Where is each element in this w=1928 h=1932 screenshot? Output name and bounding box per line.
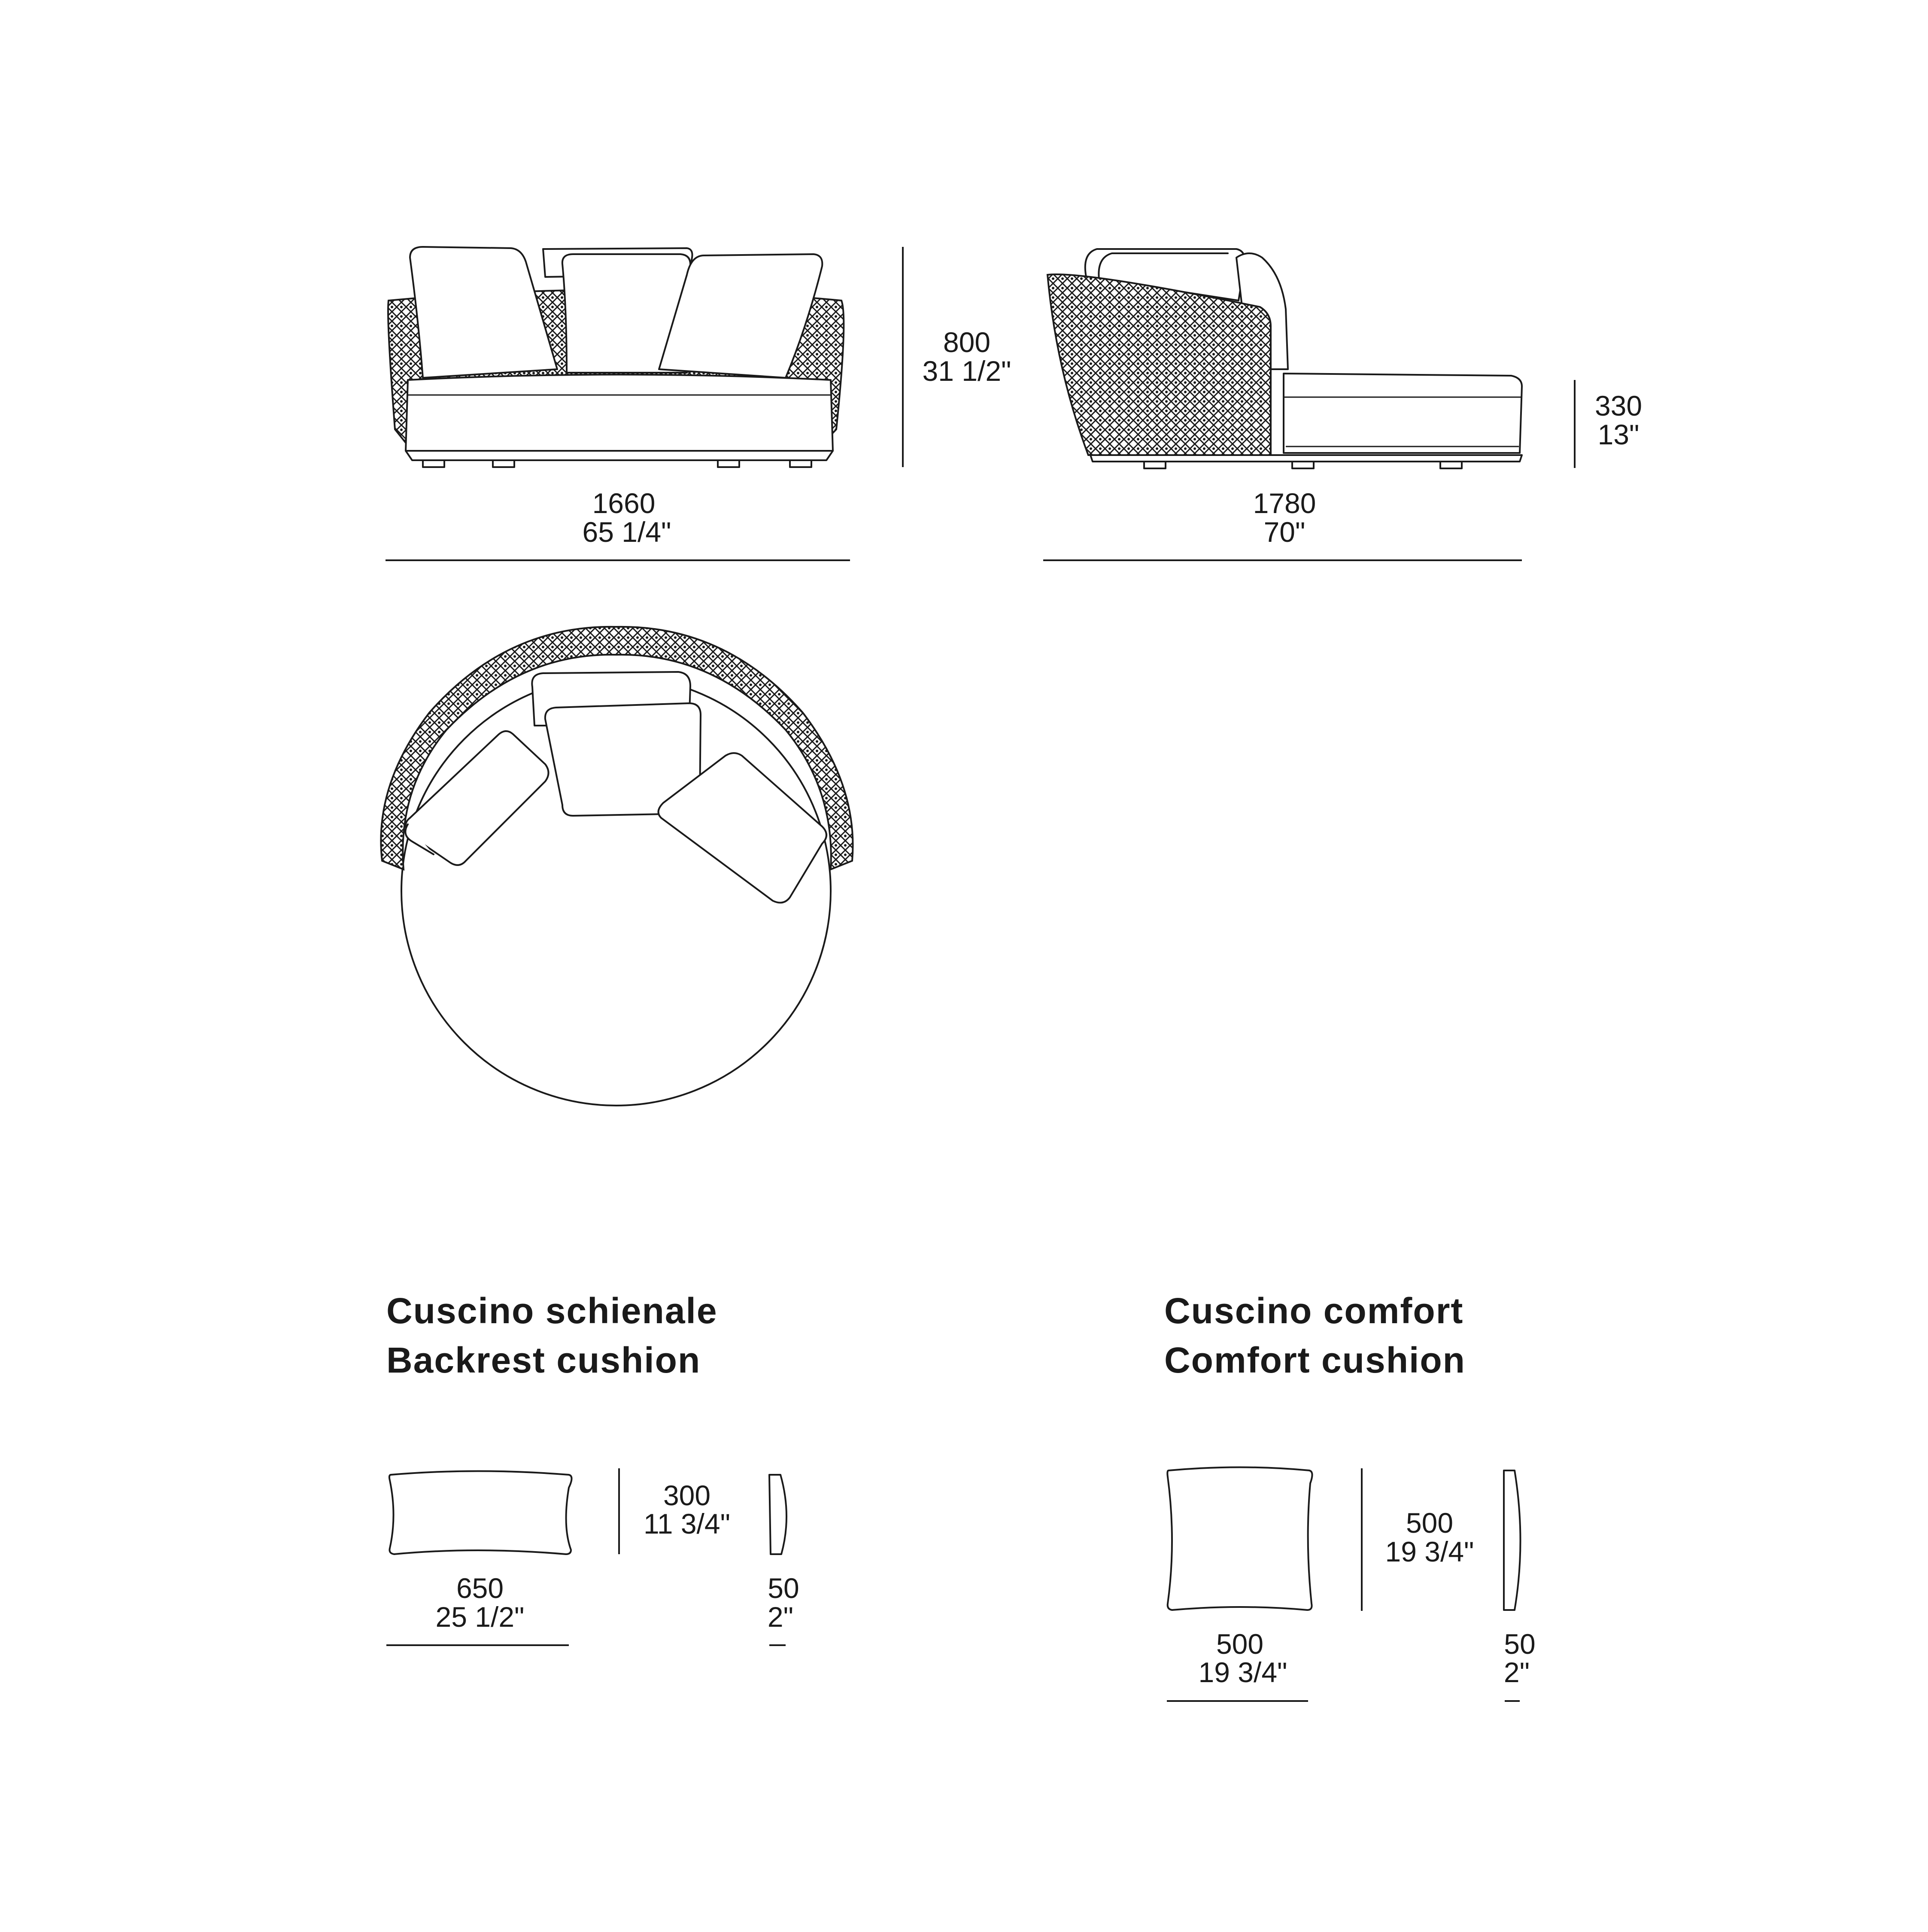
backrest-thickness-in: 2" bbox=[767, 1601, 794, 1633]
comfort-width-mm: 500 bbox=[1216, 1628, 1264, 1660]
side-seat-height-mm: 330 bbox=[1594, 390, 1643, 422]
side-seat-height-in: 13" bbox=[1597, 419, 1640, 450]
comfort-thickness-mm: 50 bbox=[1504, 1628, 1536, 1660]
comfort-height-in: 19 3/4" bbox=[1385, 1536, 1474, 1567]
comfort-width-in: 19 3/4" bbox=[1198, 1656, 1287, 1688]
backrest-cushion-title-en: Backrest cushion bbox=[386, 1340, 701, 1380]
plan-view bbox=[381, 627, 853, 1106]
front-width-mm: 1660 bbox=[592, 487, 656, 519]
backrest-width-in: 25 1/2" bbox=[435, 1601, 525, 1633]
backrest-height-in: 11 3/4" bbox=[643, 1508, 731, 1540]
comfort-thickness-in: 2" bbox=[1503, 1656, 1530, 1688]
front-height-mm: 800 bbox=[943, 326, 991, 358]
comfort-cushion-side-outline bbox=[1504, 1470, 1521, 1610]
front-width-in: 65 1/4" bbox=[582, 516, 671, 548]
side-depth-mm: 1780 bbox=[1253, 487, 1316, 519]
backrest-cushion-front-outline bbox=[389, 1471, 572, 1555]
comfort-cushion-title-en: Comfort cushion bbox=[1164, 1340, 1466, 1380]
backrest-cushion-title-it: Cuscino schienale bbox=[386, 1291, 718, 1331]
front-view bbox=[388, 247, 844, 467]
comfort-cushion-title-it: Cuscino comfort bbox=[1164, 1291, 1464, 1331]
backrest-height-mm: 300 bbox=[663, 1479, 711, 1511]
comfort-height-mm: 500 bbox=[1406, 1507, 1454, 1539]
comfort-cushion-front-outline bbox=[1167, 1467, 1312, 1610]
side-depth-in: 70" bbox=[1263, 516, 1306, 548]
backrest-thickness-mm: 50 bbox=[768, 1572, 799, 1604]
side-view bbox=[1047, 249, 1522, 468]
front-height-in: 31 1/2" bbox=[922, 355, 1011, 387]
backrest-cushion-side-outline bbox=[769, 1475, 786, 1554]
backrest-width-mm: 650 bbox=[456, 1572, 504, 1604]
